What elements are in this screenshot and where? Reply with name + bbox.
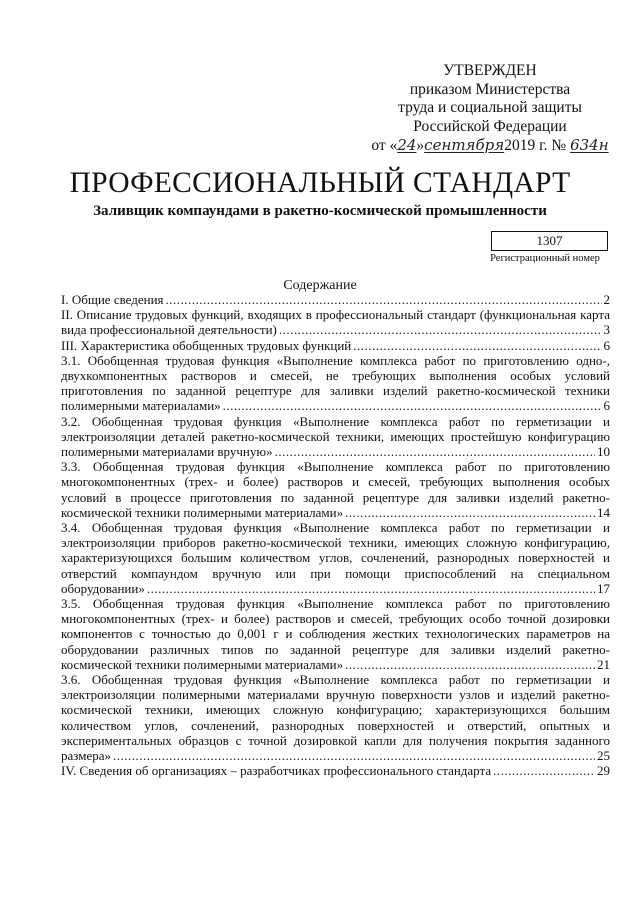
toc-entry-line-last: космической техники полимерными материалами» [61,656,344,672]
toc-entry-line-last: полимерными материалами вручную» [61,444,273,460]
toc-leader-dots [275,444,595,459]
approval-federation-line: Российской Федерации [413,117,567,135]
toc-leader-dots [353,338,601,353]
toc-page-number: 6 [603,398,610,414]
handwritten-month: сентября [424,136,505,154]
toc-entry-line: электроизоляции приборов ракетно-космической техники, имеющих сложную конфигурацию, [61,535,610,551]
toc-leader-dots [166,292,602,307]
toc-page-number: 21 [597,656,610,672]
toc-entry-line: количеством углов, сочленений, разнородных поверхностей и отверстий, опытных и [61,717,610,733]
toc-entry-line: электроизоляции полимерными материалами вручную поверхности узлов и изделий ракетно- [61,687,610,703]
handwritten-day: 24 [397,136,417,154]
toc-entry-line: отверстий компаундом вручную или при помощи приспособлений на специальном [61,565,610,581]
toc-page-number: 6 [603,337,610,353]
date-prefix: от « [371,137,398,154]
approval-heading: УТВЕРЖДЕН [443,62,537,79]
handwritten-number: 634н [570,136,609,154]
toc-entry-line: экспериментальных образцов с точной дозировкой капли для получения покрытия заданного [61,732,610,748]
toc-entry-line: 3.1. Обобщенная трудовая функция «Выполнение комплекса работ по приготовлению одно-, [61,352,610,368]
toc-page-number: 17 [597,580,610,596]
table-of-contents [61,292,610,779]
toc-entry-section-1[interactable] [61,292,610,307]
toc-leader-dots [345,657,595,672]
toc-entry-3-5[interactable] [61,596,610,672]
toc-entry-line-last: космической техники полимерными материалами» [61,504,344,520]
toc-leader-dots [279,322,602,337]
approval-order-line: приказом Министерства [409,80,571,98]
date-mid: » [416,137,425,154]
registration-number-label: Регистрационный номер [490,253,600,264]
toc-entry-line: приготовления по заданной рецептуре для заливки изделий ракетно-космической техники [61,383,610,399]
toc-entry-line: космической техники, имеющих сложную конфигурацию; характеризующихся большим [61,702,610,718]
toc-entry-line-last: размера» [61,748,111,764]
toc-entry-line-last: полимерными материалами» [61,398,221,414]
date-year: 2019 г. № [504,137,567,154]
registration-number-box: 1307 [491,231,608,251]
toc-entry-section-3[interactable] [61,338,610,353]
approval-stamp [370,62,610,156]
toc-entry-3-3[interactable] [61,459,610,520]
toc-entry-section-4[interactable] [61,763,610,778]
toc-entry-3-6[interactable] [61,672,610,763]
toc-leader-dots [113,748,595,763]
toc-entry-line: 3.5. Обобщенная трудовая функция «Выполнение комплекса работ по приготовлению [61,596,610,612]
document-title: ПРОФЕССИОНАЛЬНЫЙ СТАНДАРТ [69,167,571,199]
toc-entry-line: компонентов с точностью до 0,001 г и соблюдения жестких технологических параметров на [61,626,610,642]
toc-entry-3-2[interactable] [61,414,610,460]
toc-entry-line: 3.4. Обобщенная трудовая функция «Выполнение комплекса работ по герметизации и [61,520,610,536]
toc-entry-text: I. Общие сведения [61,292,164,307]
toc-leader-dots [493,763,595,778]
toc-entry-line: условий в процессе приготовления по заданной рецептуре для заливки изделий ракетно- [61,489,610,505]
toc-page-number: 29 [597,763,610,779]
toc-entry-section-2[interactable] [61,307,610,337]
toc-entry-line: двухкомпонентных растворов и смесей, не требующих выполнения особых условий [61,368,610,384]
toc-page-number: 25 [597,748,610,764]
toc-entry-line: многокомпонентных (трех- и более) растворов и смесей, требующих особо точной дозировки [61,611,610,627]
document-subtitle: Заливщик компаундами в ракетно-космической промышленности [93,203,547,219]
toc-page-number: 14 [597,504,610,520]
toc-leader-dots [223,398,602,413]
toc-entry-line: оборудовании различных типов по заданной рецептуре для заливки изделий ракетно- [61,641,610,657]
toc-page-number: 10 [597,444,610,460]
toc-leader-dots [345,505,595,520]
toc-entry-line: 3.2. Обобщенная трудовая функция «Выполнение комплекса работ по герметизации и [61,413,610,429]
toc-entry-line: многокомпонентных (трех- и более) растворов и смесей, требующих выполнения особых [61,474,610,490]
toc-entry-line-last: оборудовании» [61,580,145,596]
toc-page-number: 2 [603,292,610,307]
toc-entry-line: 3.3. Обобщенная трудовая функция «Выполнение комплекса работ по приготовлению [61,459,610,475]
toc-entry-line: характеризующихся большим количеством углов, сочленений, разнородных поверхностей и [61,550,610,566]
toc-entry-3-1[interactable] [61,353,610,414]
toc-entry-line: электроизоляции деталей ракетно-космической техники, имеющих простейшую конфигурацию [61,428,610,444]
toc-entry-line-last: вида профессиональной деятельности) [61,322,277,338]
toc-entry-line: 3.6. Обобщенная трудовая функция «Выполнение комплекса работ по герметизации и [61,672,610,688]
toc-entry-text: IV. Сведения об организациях – разработчиках профессионального стандарта [61,763,492,779]
toc-heading: Содержание [283,278,357,293]
toc-leader-dots [147,581,595,596]
approval-ministry-line: труда и социальной защиты [398,99,582,116]
toc-page-number: 3 [603,322,610,338]
toc-entry-text: III. Характеристика обобщенных трудовых функций [61,337,352,353]
toc-entry-line: II. Описание трудовых функций, входящих в профессиональный стандарт (функциональная карта [61,307,610,323]
toc-entry-3-4[interactable] [61,520,610,596]
approval-date-line [370,136,610,156]
